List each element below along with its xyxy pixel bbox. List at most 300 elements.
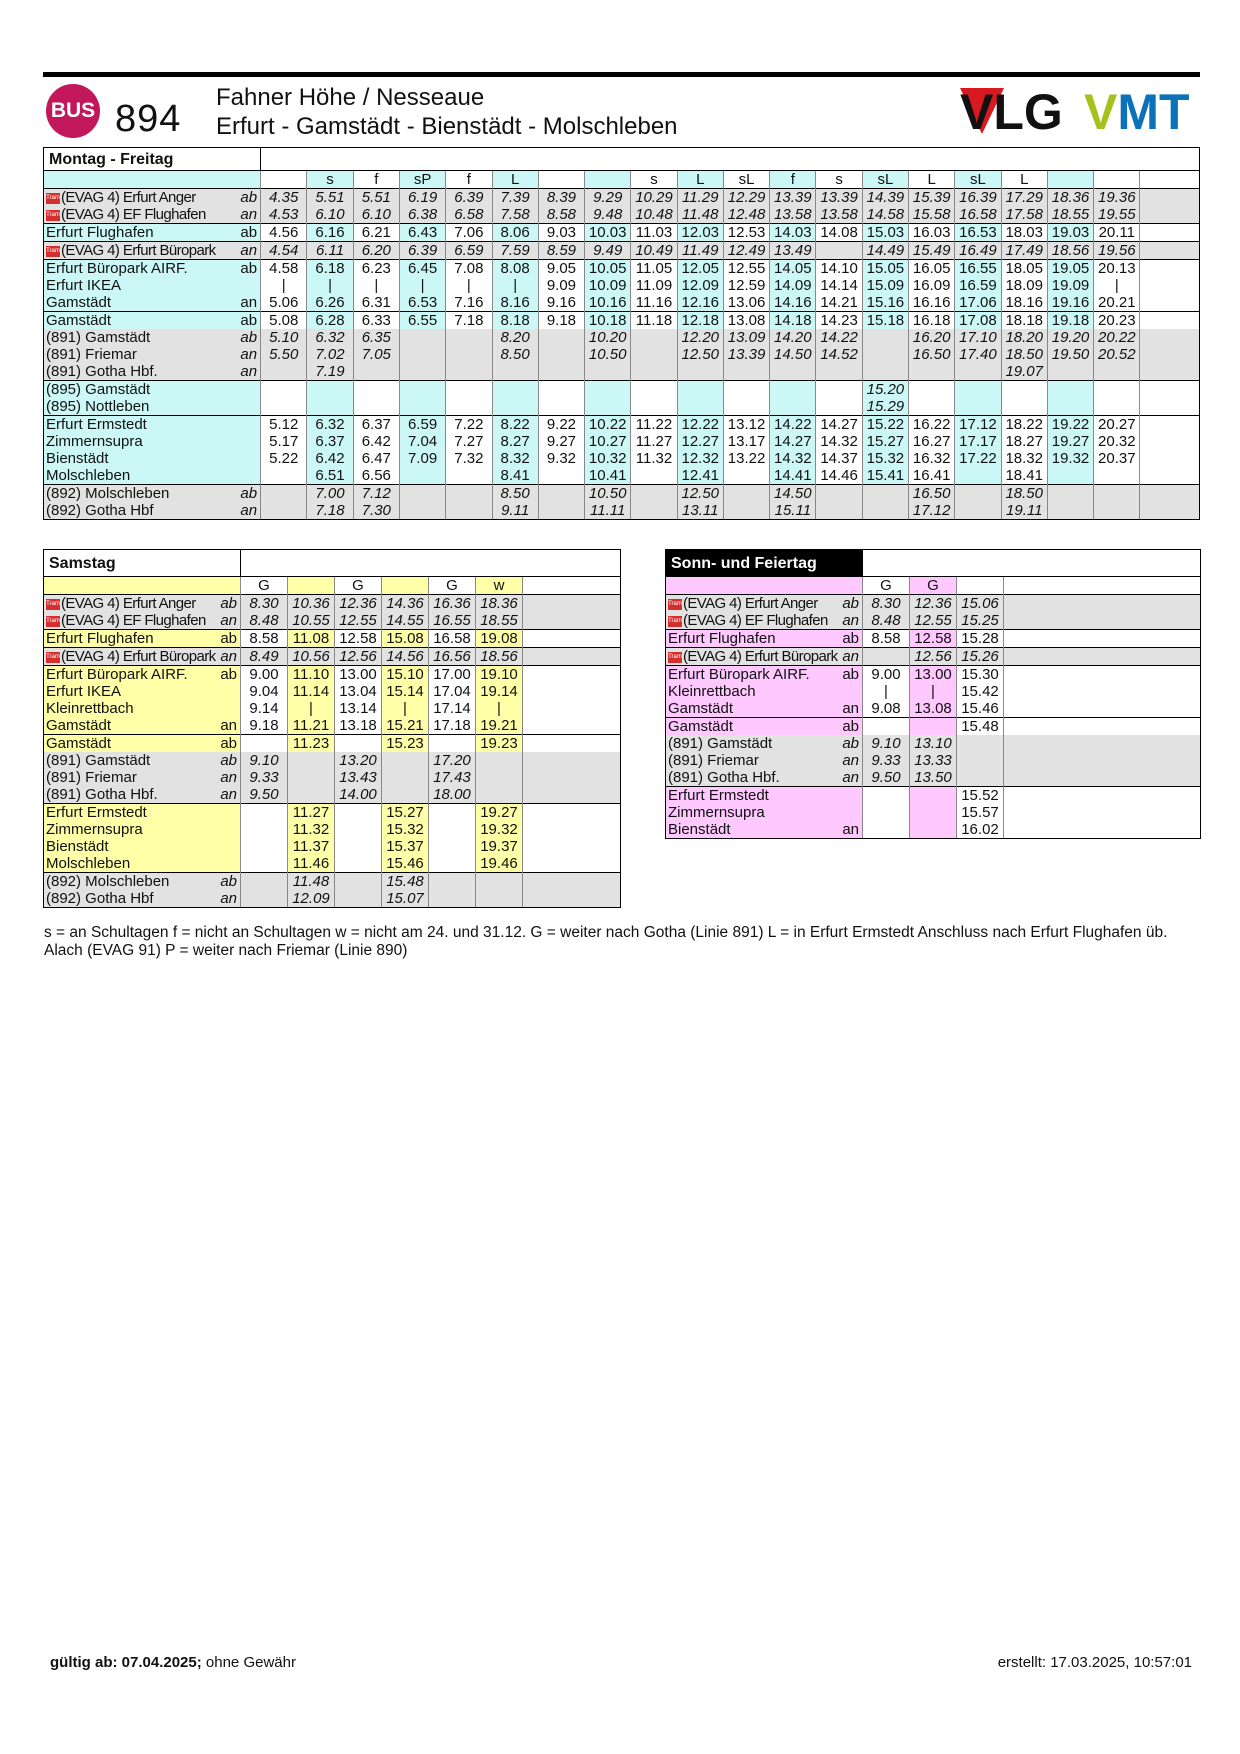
departure-time: 12.50 bbox=[677, 485, 723, 503]
departure-time bbox=[538, 398, 584, 416]
departure-time: 13.08 bbox=[910, 700, 957, 718]
arr-dep-marker: ab bbox=[240, 224, 258, 241]
weekday-title-filler bbox=[261, 148, 1200, 171]
departure-time: 6.32 bbox=[307, 416, 353, 434]
stop-row bbox=[666, 700, 1201, 718]
departure-time bbox=[957, 735, 1004, 752]
departure-time: 7.19 bbox=[307, 363, 353, 381]
stop-name: Molschleben bbox=[46, 467, 131, 484]
departure-time bbox=[382, 769, 429, 786]
route-subtitle: Erfurt - Gamstädt - Bienstädt - Molschleben bbox=[216, 113, 678, 140]
departure-time: | bbox=[1094, 277, 1140, 294]
spare-cell bbox=[1140, 171, 1200, 189]
stop-name: Gamstädt bbox=[46, 735, 112, 752]
trip-note bbox=[538, 171, 584, 189]
stop-name: (891) Friemar bbox=[46, 769, 137, 786]
spare-cell bbox=[1140, 206, 1200, 224]
stop-name: Zimmernsupra bbox=[46, 433, 143, 450]
departure-time: 13.04 bbox=[335, 683, 382, 700]
departure-time: 18.00 bbox=[429, 786, 476, 804]
departure-time bbox=[1094, 363, 1140, 381]
spare-cell bbox=[1004, 683, 1201, 700]
stop-name: (EVAG 4) EF Flughafen bbox=[61, 206, 206, 223]
spare-cell bbox=[523, 630, 621, 648]
spare-cell bbox=[523, 577, 621, 595]
departure-time: 18.50 bbox=[1001, 346, 1047, 363]
stop-name: (892) Gotha Hbf bbox=[46, 502, 154, 519]
departure-time: 13.58 bbox=[816, 206, 862, 224]
departure-time: 10.16 bbox=[585, 294, 631, 312]
departure-time: 20.13 bbox=[1094, 260, 1140, 278]
departure-time: 20.23 bbox=[1094, 312, 1140, 330]
departure-time: | bbox=[863, 683, 910, 700]
stop-name: Erfurt Büropark AIRF. bbox=[46, 260, 188, 277]
tram-icon: Tram bbox=[668, 652, 682, 663]
departure-time: 7.02 bbox=[307, 346, 353, 363]
arr-dep-marker: ab bbox=[842, 630, 859, 647]
departure-time: 17.22 bbox=[955, 450, 1001, 467]
departure-time: 11.23 bbox=[288, 735, 335, 753]
departure-time bbox=[955, 485, 1001, 503]
arr-dep-marker: an bbox=[240, 346, 258, 363]
departure-time: 6.10 bbox=[307, 206, 353, 224]
spare-cell bbox=[1140, 485, 1200, 503]
departure-time: 13.50 bbox=[910, 769, 957, 787]
departure-time: 13.12 bbox=[723, 416, 769, 434]
departure-time: 8.58 bbox=[241, 630, 288, 648]
departure-time: 18.32 bbox=[1001, 450, 1047, 467]
departure-time bbox=[335, 804, 382, 822]
stop-row bbox=[44, 502, 1200, 520]
departure-time: 9.50 bbox=[241, 786, 288, 804]
departure-time: 17.58 bbox=[1001, 206, 1047, 224]
operator-logo bbox=[960, 86, 1190, 138]
departure-time bbox=[399, 502, 445, 520]
departure-time bbox=[863, 821, 910, 839]
departure-time: 16.49 bbox=[955, 242, 1001, 260]
departure-time: 18.18 bbox=[1001, 312, 1047, 330]
departure-time: 16.27 bbox=[909, 433, 955, 450]
departure-time: 13.09 bbox=[723, 329, 769, 346]
stop-name-cell bbox=[44, 398, 261, 416]
departure-time: 12.36 bbox=[910, 595, 957, 613]
departure-time: 18.22 bbox=[1001, 416, 1047, 434]
departure-time: 10.56 bbox=[288, 648, 335, 666]
departure-time: 9.33 bbox=[241, 769, 288, 786]
departure-time: 19.11 bbox=[1001, 502, 1047, 520]
departure-time: 13.39 bbox=[816, 189, 862, 207]
departure-time: 6.42 bbox=[353, 433, 399, 450]
arr-dep-marker: an bbox=[240, 502, 258, 519]
departure-time bbox=[1047, 381, 1093, 399]
departure-time: | bbox=[288, 700, 335, 717]
departure-time: 9.10 bbox=[241, 752, 288, 769]
departure-time: 9.00 bbox=[863, 666, 910, 684]
weekday-timetable bbox=[43, 147, 1200, 520]
stop-row bbox=[44, 595, 621, 613]
departure-time: 12.22 bbox=[677, 416, 723, 434]
departure-time: 6.37 bbox=[307, 433, 353, 450]
departure-time: 13.14 bbox=[335, 700, 382, 717]
departure-time: 6.55 bbox=[399, 312, 445, 330]
departure-time bbox=[446, 329, 492, 346]
departure-time: 19.03 bbox=[1047, 224, 1093, 242]
stop-row bbox=[44, 433, 1200, 450]
departure-time: 13.20 bbox=[335, 752, 382, 769]
departure-time: 15.08 bbox=[382, 630, 429, 648]
stop-name-cell bbox=[44, 838, 241, 855]
departure-time: 6.35 bbox=[353, 329, 399, 346]
departure-time: 14.36 bbox=[382, 595, 429, 613]
route-title: Fahner Höhe / Nesseaue bbox=[216, 84, 485, 111]
departure-time bbox=[723, 381, 769, 399]
departure-time bbox=[476, 873, 523, 891]
stop-name: (892) Gotha Hbf bbox=[46, 890, 154, 907]
departure-time: 8.18 bbox=[492, 312, 538, 330]
departure-time: 16.50 bbox=[909, 346, 955, 363]
departure-time bbox=[1094, 502, 1140, 520]
departure-time: 19.50 bbox=[1047, 346, 1093, 363]
arr-dep-marker: ab bbox=[842, 666, 859, 683]
sunday-title: Sonn- und Feiertag bbox=[666, 550, 863, 577]
stop-row bbox=[44, 873, 621, 891]
departure-time: 13.10 bbox=[910, 735, 957, 752]
departure-time: 7.06 bbox=[446, 224, 492, 242]
departure-time: 12.56 bbox=[910, 648, 957, 666]
stop-name-cell bbox=[44, 683, 241, 700]
departure-time: 8.30 bbox=[863, 595, 910, 613]
notes-label-cell bbox=[666, 577, 863, 595]
stop-row bbox=[666, 666, 1201, 684]
departure-time bbox=[399, 329, 445, 346]
trip-note bbox=[585, 171, 631, 189]
departure-time bbox=[241, 735, 288, 753]
sunday-title-filler bbox=[863, 550, 1201, 577]
departure-time: 4.58 bbox=[261, 260, 307, 278]
stop-name: (892) Molschleben bbox=[46, 485, 170, 502]
departure-time: 6.42 bbox=[307, 450, 353, 467]
spare-cell bbox=[1004, 648, 1201, 666]
departure-time bbox=[631, 381, 677, 399]
departure-time: 16.02 bbox=[957, 821, 1004, 839]
stop-row bbox=[666, 787, 1201, 805]
stop-name-cell bbox=[666, 804, 863, 821]
departure-time: 15.27 bbox=[862, 433, 908, 450]
tram-icon: Tram bbox=[668, 616, 682, 627]
departure-time: 9.00 bbox=[241, 666, 288, 684]
departure-time: 20.11 bbox=[1094, 224, 1140, 242]
spare-cell bbox=[1004, 804, 1201, 821]
trip-note: w bbox=[476, 577, 523, 595]
stop-row bbox=[666, 804, 1201, 821]
departure-time bbox=[353, 381, 399, 399]
departure-time: 9.50 bbox=[863, 769, 910, 787]
departure-time: 7.08 bbox=[446, 260, 492, 278]
stop-name-cell bbox=[44, 206, 261, 224]
departure-time: 12.56 bbox=[335, 648, 382, 666]
departure-time: 6.32 bbox=[307, 329, 353, 346]
departure-time: 14.41 bbox=[770, 467, 816, 485]
departure-time: 14.00 bbox=[335, 786, 382, 804]
departure-time: 14.55 bbox=[382, 612, 429, 630]
stop-row bbox=[44, 416, 1200, 434]
departure-time: 19.18 bbox=[1047, 312, 1093, 330]
departure-time: 12.29 bbox=[723, 189, 769, 207]
tram-icon: Tram bbox=[46, 652, 60, 663]
stop-name: (891) Gamstädt bbox=[668, 735, 773, 752]
departure-time bbox=[631, 398, 677, 416]
arr-dep-marker: an bbox=[842, 612, 859, 629]
vlg-logo-text: VLG bbox=[960, 84, 1063, 140]
spare-cell bbox=[1004, 752, 1201, 769]
trip-note: G bbox=[241, 577, 288, 595]
stop-name: (EVAG 4) Erfurt Büropark bbox=[61, 242, 216, 259]
departure-time bbox=[723, 398, 769, 416]
departure-time: 12.03 bbox=[677, 224, 723, 242]
departure-time: 6.58 bbox=[446, 206, 492, 224]
trip-note: G bbox=[910, 577, 957, 595]
departure-time: 6.23 bbox=[353, 260, 399, 278]
arr-dep-marker: ab bbox=[842, 718, 859, 735]
departure-time: 6.39 bbox=[399, 242, 445, 260]
arr-dep-marker: an bbox=[842, 769, 859, 786]
stop-row bbox=[44, 735, 621, 753]
departure-time bbox=[261, 363, 307, 381]
spare-cell bbox=[1140, 242, 1200, 260]
departure-time: 9.10 bbox=[863, 735, 910, 752]
stop-row bbox=[666, 595, 1201, 613]
weekday-title: Montag - Freitag bbox=[44, 148, 261, 171]
departure-time: 17.12 bbox=[955, 416, 1001, 434]
departure-time: 13.39 bbox=[723, 346, 769, 363]
departure-time: 6.39 bbox=[446, 189, 492, 207]
stop-name: Erfurt Büropark AIRF. bbox=[46, 666, 188, 683]
departure-time: 7.27 bbox=[446, 433, 492, 450]
departure-time: 11.27 bbox=[288, 804, 335, 822]
stop-name: (EVAG 4) Erfurt Büropark bbox=[61, 648, 216, 665]
departure-time: 19.36 bbox=[1094, 189, 1140, 207]
departure-time bbox=[429, 838, 476, 855]
saturday-title: Samstag bbox=[44, 550, 241, 577]
departure-time: 6.37 bbox=[353, 416, 399, 434]
departure-time bbox=[955, 502, 1001, 520]
arr-dep-marker: an bbox=[220, 717, 237, 734]
departure-time bbox=[957, 769, 1004, 787]
departure-time: 15.14 bbox=[382, 683, 429, 700]
spare-cell bbox=[1140, 189, 1200, 207]
departure-time bbox=[585, 381, 631, 399]
departure-time bbox=[399, 485, 445, 503]
departure-time: 15.22 bbox=[862, 416, 908, 434]
trip-note: G bbox=[335, 577, 382, 595]
departure-time: 15.42 bbox=[957, 683, 1004, 700]
tram-icon: Tram bbox=[46, 599, 60, 610]
stop-name-cell bbox=[44, 821, 241, 838]
departure-time: 14.56 bbox=[382, 648, 429, 666]
departure-time bbox=[261, 381, 307, 399]
stop-row bbox=[44, 450, 1200, 467]
departure-time: 15.41 bbox=[862, 467, 908, 485]
departure-time bbox=[770, 363, 816, 381]
trip-note: sL bbox=[955, 171, 1001, 189]
departure-time: 7.18 bbox=[307, 502, 353, 520]
stop-name: Gamstädt bbox=[668, 700, 734, 717]
spare-cell bbox=[1004, 700, 1201, 718]
arr-dep-marker: an bbox=[240, 363, 258, 380]
stop-row bbox=[44, 821, 621, 838]
departure-time: 17.17 bbox=[955, 433, 1001, 450]
departure-time: 16.22 bbox=[909, 416, 955, 434]
valid-from: gültig ab: 07.04.2025; bbox=[50, 1654, 202, 1671]
departure-time: 16.41 bbox=[909, 467, 955, 485]
departure-time: 18.55 bbox=[476, 612, 523, 630]
arr-dep-marker: ab bbox=[220, 666, 237, 683]
departure-time: 14.10 bbox=[816, 260, 862, 278]
departure-time bbox=[1047, 502, 1093, 520]
departure-time: 12.55 bbox=[335, 612, 382, 630]
departure-time: 14.50 bbox=[770, 346, 816, 363]
departure-time: 9.16 bbox=[538, 294, 584, 312]
stop-row bbox=[666, 821, 1201, 839]
departure-time: 10.22 bbox=[585, 416, 631, 434]
legend: s = an Schultagen f = nicht an Schultagen w = nicht am 24. und 31.12. G = weiter nach Gotha (Linie 891) L = in Erfurt Ermstedt Anschluss nach Erfurt Flughafen üb. Alach (EVAG 91) P = weiter nach Friemar (Linie 890) bbox=[44, 924, 1168, 959]
departure-time: 19.09 bbox=[1047, 277, 1093, 294]
stop-row bbox=[44, 381, 1200, 399]
departure-time: 15.25 bbox=[957, 612, 1004, 630]
departure-time bbox=[910, 804, 957, 821]
spare-cell bbox=[1140, 277, 1200, 294]
departure-time: 14.27 bbox=[816, 416, 862, 434]
departure-time: 17.14 bbox=[429, 700, 476, 717]
departure-time: 7.04 bbox=[399, 433, 445, 450]
departure-time bbox=[446, 363, 492, 381]
departure-time: 10.09 bbox=[585, 277, 631, 294]
departure-time: 10.29 bbox=[631, 189, 677, 207]
stop-name-cell bbox=[44, 433, 261, 450]
departure-time: 19.05 bbox=[1047, 260, 1093, 278]
spare-cell bbox=[1140, 294, 1200, 312]
departure-time: 5.51 bbox=[353, 189, 399, 207]
departure-time: 11.03 bbox=[631, 224, 677, 242]
departure-time: 15.27 bbox=[382, 804, 429, 822]
departure-time: 5.06 bbox=[261, 294, 307, 312]
stop-name: Gamstädt bbox=[46, 312, 112, 329]
departure-time bbox=[353, 398, 399, 416]
departure-time: 14.37 bbox=[816, 450, 862, 467]
arr-dep-marker: an bbox=[220, 612, 237, 629]
departure-time: 19.32 bbox=[476, 821, 523, 838]
departure-time: 12.18 bbox=[677, 312, 723, 330]
departure-time bbox=[677, 381, 723, 399]
departure-time bbox=[723, 485, 769, 503]
departure-time bbox=[335, 821, 382, 838]
stop-name-cell bbox=[44, 189, 261, 207]
departure-time: 12.09 bbox=[288, 890, 335, 908]
departure-time: 8.41 bbox=[492, 467, 538, 485]
departure-time: 15.28 bbox=[957, 630, 1004, 648]
departure-time: 18.09 bbox=[1001, 277, 1047, 294]
departure-time: 9.22 bbox=[538, 416, 584, 434]
departure-time: 9.08 bbox=[863, 700, 910, 718]
spare-cell bbox=[523, 838, 621, 855]
stop-row bbox=[666, 769, 1201, 787]
departure-time: 19.32 bbox=[1047, 450, 1093, 467]
departure-time: 13.49 bbox=[770, 242, 816, 260]
stop-name: Erfurt Flughafen bbox=[46, 630, 154, 647]
departure-time: 16.59 bbox=[955, 277, 1001, 294]
departure-time: 7.12 bbox=[353, 485, 399, 503]
departure-time: 15.06 bbox=[957, 595, 1004, 613]
departure-time bbox=[538, 381, 584, 399]
stop-row bbox=[666, 612, 1201, 630]
departure-time: 16.03 bbox=[909, 224, 955, 242]
spare-cell bbox=[1140, 502, 1200, 520]
stop-name-cell bbox=[44, 890, 241, 908]
arr-dep-marker: ab bbox=[220, 630, 237, 647]
departure-time: 12.58 bbox=[335, 630, 382, 648]
spare-cell bbox=[1004, 612, 1201, 630]
stop-name: Gamstädt bbox=[668, 718, 734, 735]
departure-time bbox=[288, 786, 335, 804]
spare-cell bbox=[1004, 769, 1201, 787]
stop-name-cell bbox=[44, 312, 261, 330]
stop-name-cell bbox=[44, 294, 261, 312]
arr-dep-marker: an bbox=[842, 700, 859, 717]
departure-time bbox=[261, 485, 307, 503]
spare-cell bbox=[1140, 467, 1200, 485]
trip-note bbox=[1094, 171, 1140, 189]
tram-icon: Tram bbox=[46, 193, 60, 204]
departure-time bbox=[862, 502, 908, 520]
departure-time: 10.49 bbox=[631, 242, 677, 260]
spare-cell bbox=[523, 855, 621, 873]
departure-time bbox=[816, 381, 862, 399]
stop-row bbox=[666, 648, 1201, 666]
departure-time: 15.26 bbox=[957, 648, 1004, 666]
departure-time: 11.16 bbox=[631, 294, 677, 312]
departure-time: 9.09 bbox=[538, 277, 584, 294]
departure-time: 17.08 bbox=[955, 312, 1001, 330]
arr-dep-marker: ab bbox=[220, 595, 237, 612]
departure-time bbox=[538, 329, 584, 346]
departure-time: 10.32 bbox=[585, 450, 631, 467]
departure-time bbox=[585, 398, 631, 416]
stop-name: (891) Gotha Hbf. bbox=[46, 786, 158, 803]
stop-name: (EVAG 4) Erfurt Büropark bbox=[683, 648, 838, 665]
stop-name: Kleinrettbach bbox=[668, 683, 756, 700]
stop-row bbox=[44, 189, 1200, 207]
departure-time: 11.09 bbox=[631, 277, 677, 294]
departure-time: 7.09 bbox=[399, 450, 445, 467]
departure-time: 10.03 bbox=[585, 224, 631, 242]
departure-time: 19.22 bbox=[1047, 416, 1093, 434]
departure-time bbox=[631, 363, 677, 381]
stop-row bbox=[44, 769, 621, 786]
departure-time: 6.33 bbox=[353, 312, 399, 330]
stop-name-cell bbox=[666, 735, 863, 752]
sunday-timetable bbox=[665, 549, 1201, 839]
departure-time bbox=[909, 398, 955, 416]
departure-time: 11.18 bbox=[631, 312, 677, 330]
created-timestamp: erstellt: 17.03.2025, 10:57:01 bbox=[997, 1654, 1192, 1671]
departure-time: 15.39 bbox=[909, 189, 955, 207]
stop-name: Erfurt Ermstedt bbox=[668, 787, 769, 804]
departure-time bbox=[429, 855, 476, 873]
stop-row bbox=[44, 485, 1200, 503]
departure-time: | bbox=[353, 277, 399, 294]
stop-name: Erfurt Ermstedt bbox=[46, 804, 147, 821]
departure-time: 8.06 bbox=[492, 224, 538, 242]
